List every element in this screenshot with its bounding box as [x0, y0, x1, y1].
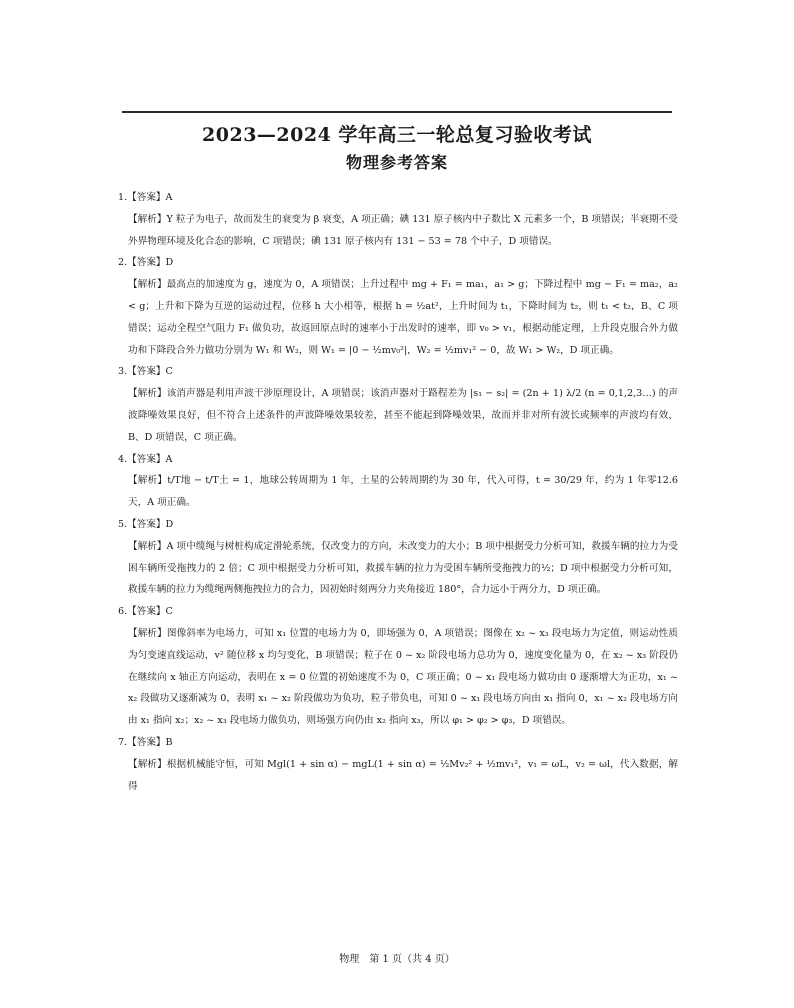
question-6: [118, 601, 678, 732]
page-footer: 物理 第 1 页（共 4 页）: [339, 954, 455, 965]
answer-line: 5.【答案】D: [118, 518, 174, 530]
answer-line: 3.【答案】C: [118, 366, 173, 378]
explanation-text: 【解析】A 项中缆绳与树桩构成定滑轮系统，仅改变力的方向，未改变力的大小；B 项中根据受力分析可知，救援车辆的拉力为受困车辆所受拖拽力的 2 倍；C 项中根据受力分析可知，救援车辆的拉力为受困车辆所受拖拽力的½；D 项中根据受力分析可知，救援车辆的拉力为缆绳两侧拖拽拉力的合力，因初始时刻两分力夹角接近 180°，合力远小于两分力，D 项正确。: [128, 540, 678, 596]
header-rule: [122, 111, 672, 113]
question-4: [118, 449, 678, 514]
question-1: [118, 187, 678, 252]
answer-line: 6.【答案】C: [118, 606, 173, 618]
explanation-text: 【解析】该消声器是利用声波干涉原理设计，A 项错误；该消声器对于路程差为 |s₁ − s₂| = (2n + 1) λ/2 (n = 0,1,2,3…) 的声波降噪效果良好，但不符合上述条件的声波降噪效果较差，甚至不能起到降噪效果，故而并非对所有波长或频率的声波均有效，B、D 项错误，C 项正确。: [128, 388, 678, 443]
question-5: [118, 514, 678, 601]
explanation-text: 【解析】根据机械能守恒，可知 Mgl(1 + sin α) − mgL(1 + sin α) = ½Mv₂² + ½mv₁²，v₁ = ωL，v₂ = ωl，代入数据，解得: [128, 758, 678, 792]
question-3: [118, 361, 678, 448]
answer-line: 2.【答案】D: [118, 257, 174, 269]
answer-line: 4.【答案】A: [118, 453, 173, 465]
answer-key-subtitle: 物理参考答案: [345, 153, 448, 172]
explanation-text: 【解析】Y 粒子为电子，故而发生的衰变为 β 衰变，A 项正确；碘 131 原子核内中子数比 X 元素多一个，B 项错误；半衰期不受外界物理环境及化合态的影响，C 项错误；碘 131 原子核内有 131 − 53 = 78 个中子，D 项错误。: [128, 213, 678, 247]
answer-list: [118, 187, 678, 797]
question-7: [118, 732, 678, 797]
answer-line: 7.【答案】B: [118, 736, 173, 748]
explanation-text: 【解析】t/T地 − t/T土 = 1，地球公转周期为 1 年，土星的公转周期约为 30 年，代入可得，t = 30/29 年，约为 1 年零12.6 天，A 项正确。: [128, 475, 678, 509]
question-2: [118, 252, 678, 361]
answer-line: 1.【答案】A: [118, 192, 173, 203]
explanation-text: 【解析】最高点的加速度为 g，速度为 0，A 项错误；上升过程中 mg + F₁ = ma₁，a₁ > g；下降过程中 mg − F₁ = ma₂，a₂ < g；上升和下降为互逆的运动过程，位移 h 大小相等，根据 h = ½at²，上升时间为 t₁，下降时间为 t₂，则 t₁ < t₂，B、C 项错误；运动全程空气阻力 F₁ 做负功，故返回原点时的速率小于出发时的速率，即 v₀ > v₁，根据动能定理，上升段克服合外力做功和下降段合外力做功分别为 W₁ 和 W₂，则 W₁ = |0 − ½mv₀²|，W₂ = ½mv₁² − 0，故 W₁ > W₂，D 项正确。: [128, 279, 678, 356]
explanation-text: 【解析】图像斜率为电场力，可知 x₁ 位置的电场力为 0，即场强为 0，A 项错误；图像在 x₂ ~ x₃ 段电场力为定值，则运动性质为匀变速直线运动，v² 随位移 x 均匀变化，B 项错误；粒子在 0 ~ x₂ 阶段电场力总功为 0，速度变化量为 0，在 x₂ ~ x₃ 阶段仍在继续向 x 轴正方向运动，表明在 x = 0 位置的初始速度不为 0，C 项正确；0 ~ x₁ 段电场力做功由 0 逐渐增大为正功，x₁ ~ x₂ 段做功又逐渐减为 0，表明 x₁ ~ x₂ 阶段做功为负功，粒子带负电，可知 0 ~ x₁ 段电场方向由 x₁ 指向 0，x₁ ~ x₂ 段电场方向由 x₁ 指向 x₂；x₂ ~ x₃ 段电场力做负功，则场强方向仍由 x₂ 指向 x₃，所以 φ₁ > φ₂ > φ₃，D 项错误。: [128, 627, 678, 727]
exam-title: 2023—2024 学年高三一轮总复习验收考试: [202, 124, 592, 146]
